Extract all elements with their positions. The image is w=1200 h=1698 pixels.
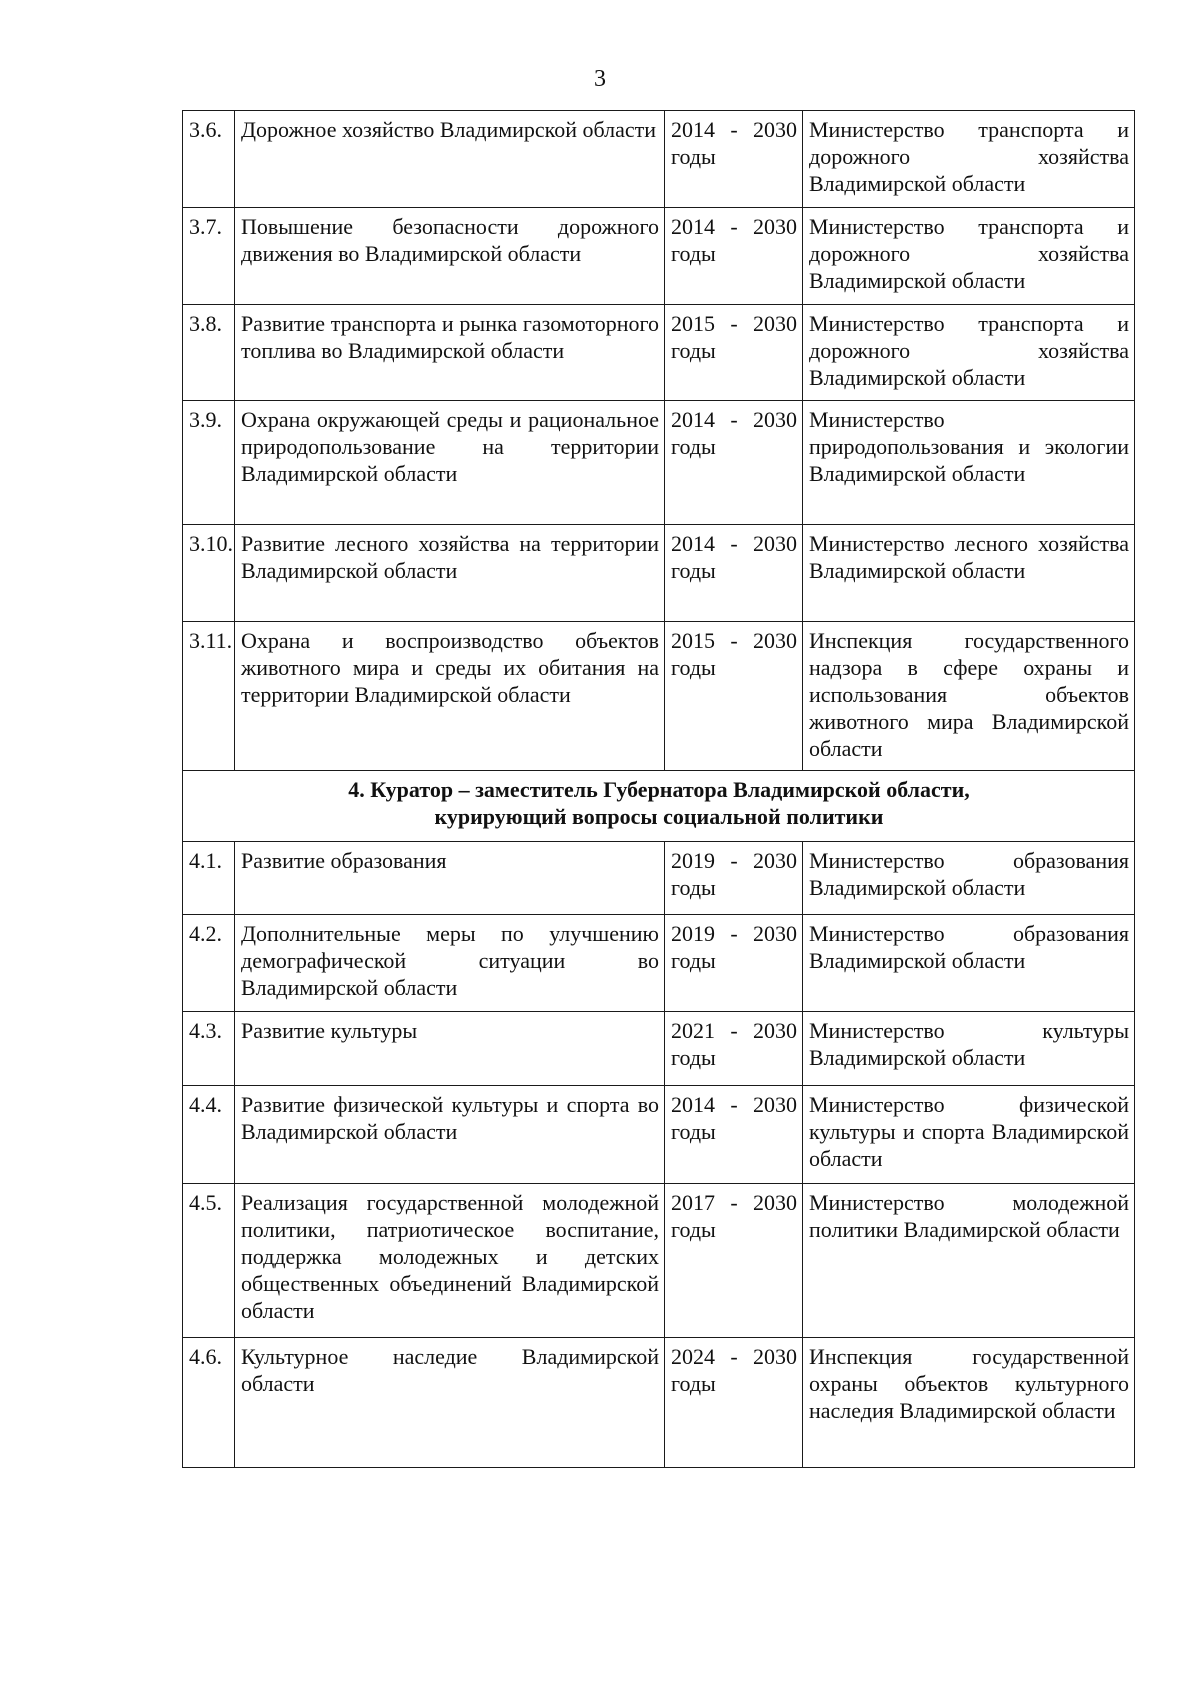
program-name: Охрана и воспроизводство объектов животного мира и среды их обитания на территории Владимирской области bbox=[235, 622, 665, 771]
responsible-executor: Министерство транспорта и дорожного хозяйства Владимирской области bbox=[803, 111, 1135, 208]
period-years: 2014 - 2030 bbox=[671, 214, 797, 239]
row-number: 4.2. bbox=[183, 915, 235, 1012]
period-years: 2019 - 2030 bbox=[671, 921, 797, 946]
responsible-executor: Министерство физической культуры и спорта Владимирской области bbox=[803, 1086, 1135, 1184]
period-years: 2019 - 2030 bbox=[671, 848, 797, 873]
period-unit: годы bbox=[671, 948, 716, 973]
section-title-line-2: курирующий вопросы социальной политики bbox=[434, 804, 884, 829]
period-years: 2014 - 2030 bbox=[671, 407, 797, 432]
programs-table bbox=[182, 110, 1135, 1468]
table-row bbox=[183, 111, 1135, 208]
row-number: 3.9. bbox=[183, 401, 235, 525]
row-number: 3.8. bbox=[183, 305, 235, 401]
table-row bbox=[183, 622, 1135, 771]
period-years: 2014 - 2030 bbox=[671, 531, 797, 556]
table-row bbox=[183, 525, 1135, 622]
program-period bbox=[665, 1184, 803, 1338]
period-years: 2014 - 2030 bbox=[671, 1092, 797, 1117]
row-number: 3.6. bbox=[183, 111, 235, 208]
program-name: Развитие культуры bbox=[235, 1012, 665, 1086]
program-name: Развитие физической культуры и спорта во Владимирской области bbox=[235, 1086, 665, 1184]
table-row bbox=[183, 842, 1135, 915]
program-name: Повышение безопасности дорожного движения во Владимирской области bbox=[235, 208, 665, 305]
period-unit: годы bbox=[671, 338, 716, 363]
program-name: Развитие транспорта и рынка газомоторного топлива во Владимирской области bbox=[235, 305, 665, 401]
period-unit: годы bbox=[671, 241, 716, 266]
program-name: Реализация государственной молодежной политики, патриотическое воспитание, поддержка молодежных и детских общественных объединений Владимирской области bbox=[235, 1184, 665, 1338]
program-period bbox=[665, 622, 803, 771]
responsible-executor: Министерство транспорта и дорожного хозяйства Владимирской области bbox=[803, 305, 1135, 401]
program-period bbox=[665, 208, 803, 305]
table-row bbox=[183, 305, 1135, 401]
table-row bbox=[183, 208, 1135, 305]
period-years: 2021 - 2030 bbox=[671, 1018, 797, 1043]
table-row bbox=[183, 1338, 1135, 1468]
period-years: 2017 - 2030 bbox=[671, 1190, 797, 1215]
program-period bbox=[665, 305, 803, 401]
program-period bbox=[665, 915, 803, 1012]
period-years: 2014 - 2030 bbox=[671, 117, 797, 142]
program-period bbox=[665, 111, 803, 208]
period-unit: годы bbox=[671, 1217, 716, 1242]
table-row bbox=[183, 1012, 1135, 1086]
table-row bbox=[183, 401, 1135, 525]
program-name: Охрана окружающей среды и рациональное природопользование на территории Владимирской области bbox=[235, 401, 665, 525]
period-years: 2015 - 2030 bbox=[671, 628, 797, 653]
program-name: Дополнительные меры по улучшению демографической ситуации во Владимирской области bbox=[235, 915, 665, 1012]
responsible-executor: Инспекция государственного надзора в сфере охраны и использования объектов животного мира Владимирской области bbox=[803, 622, 1135, 771]
program-name: Культурное наследие Владимирской области bbox=[235, 1338, 665, 1468]
section-header-row bbox=[183, 771, 1135, 842]
table-row bbox=[183, 1184, 1135, 1338]
row-number: 4.6. bbox=[183, 1338, 235, 1468]
period-unit: годы bbox=[671, 558, 716, 583]
program-period bbox=[665, 1338, 803, 1468]
row-number: 3.7. bbox=[183, 208, 235, 305]
period-unit: годы bbox=[671, 1045, 716, 1070]
period-unit: годы bbox=[671, 434, 716, 459]
responsible-executor: Министерство молодежной политики Владимирской области bbox=[803, 1184, 1135, 1338]
row-number: 4.4. bbox=[183, 1086, 235, 1184]
period-years: 2015 - 2030 bbox=[671, 311, 797, 336]
responsible-executor: Министерство образования Владимирской области bbox=[803, 915, 1135, 1012]
period-unit: годы bbox=[671, 144, 716, 169]
period-unit: годы bbox=[671, 655, 716, 680]
responsible-executor: Министерство культуры Владимирской области bbox=[803, 1012, 1135, 1086]
responsible-executor: Министерство природопользования и экологии Владимирской области bbox=[803, 401, 1135, 525]
period-unit: годы bbox=[671, 1119, 716, 1144]
row-number: 3.11. bbox=[183, 622, 235, 771]
period-unit: годы bbox=[671, 1371, 716, 1396]
row-number: 3.10. bbox=[183, 525, 235, 622]
program-period bbox=[665, 842, 803, 915]
table-row bbox=[183, 1086, 1135, 1184]
row-number: 4.5. bbox=[183, 1184, 235, 1338]
responsible-executor: Министерство лесного хозяйства Владимирской области bbox=[803, 525, 1135, 622]
program-period bbox=[665, 525, 803, 622]
program-period bbox=[665, 1086, 803, 1184]
responsible-executor: Министерство образования Владимирской области bbox=[803, 842, 1135, 915]
section-header bbox=[183, 771, 1135, 842]
page-number: 3 bbox=[594, 66, 606, 92]
period-unit: годы bbox=[671, 875, 716, 900]
section-title-line-1: 4. Куратор – заместитель Губернатора Владимирской области, bbox=[348, 777, 970, 802]
program-name: Развитие лесного хозяйства на территории Владимирской области bbox=[235, 525, 665, 622]
responsible-executor: Инспекция государственной охраны объектов культурного наследия Владимирской области bbox=[803, 1338, 1135, 1468]
period-years: 2024 - 2030 bbox=[671, 1344, 797, 1369]
responsible-executor: Министерство транспорта и дорожного хозяйства Владимирской области bbox=[803, 208, 1135, 305]
program-period bbox=[665, 401, 803, 525]
program-period bbox=[665, 1012, 803, 1086]
row-number: 4.1. bbox=[183, 842, 235, 915]
row-number: 4.3. bbox=[183, 1012, 235, 1086]
program-name: Развитие образования bbox=[235, 842, 665, 915]
program-name: Дорожное хозяйство Владимирской области bbox=[235, 111, 665, 208]
table-row bbox=[183, 915, 1135, 1012]
